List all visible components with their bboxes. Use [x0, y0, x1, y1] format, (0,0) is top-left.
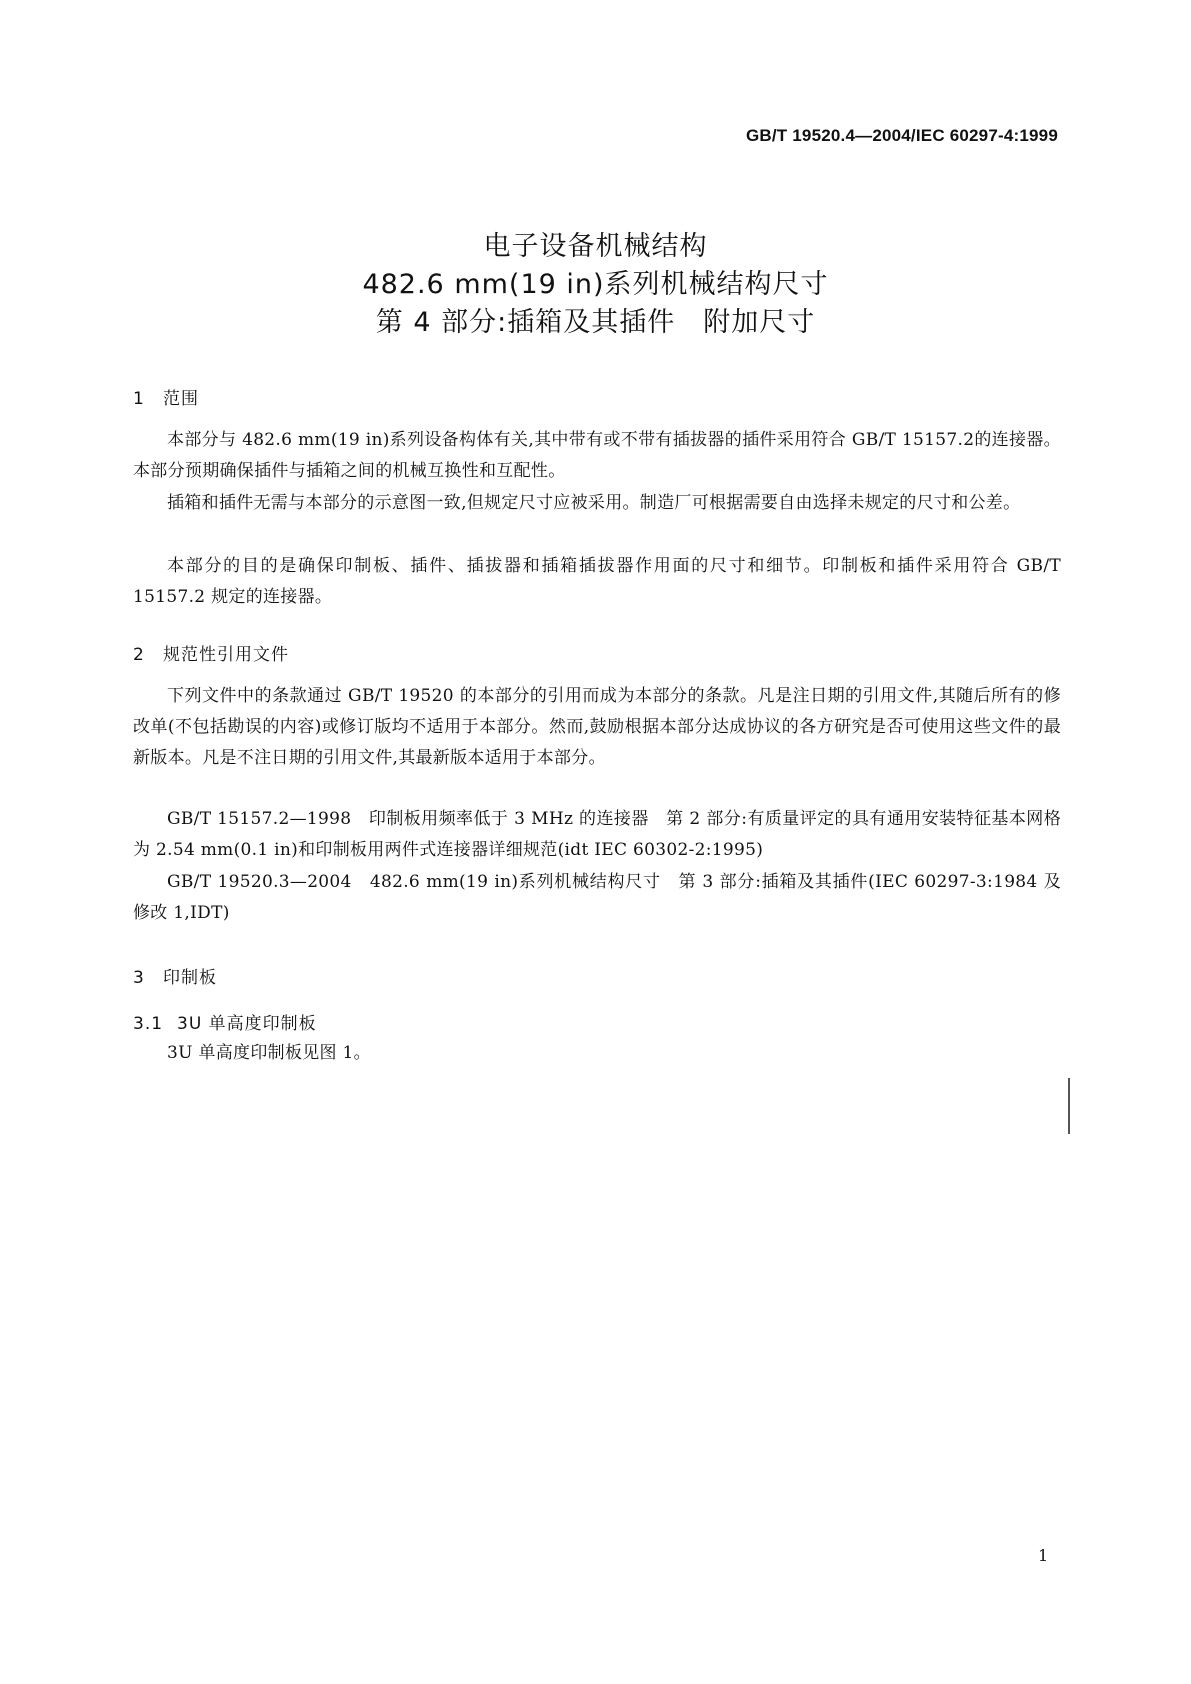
section-number: 3.1	[133, 1014, 164, 1034]
section-1-paragraph-3: 本部分的目的是确保印制板、插件、插拔器和插箱插拔器作用面的尺寸和细节。印制板和插件采用符合 GB/T 15157.2 规定的连接器。	[133, 556, 1061, 607]
section-1-paragraph-1: 本部分与 482.6 mm(19 in)系列设备构体有关,其中带有或不带有插拔器的插件采用符合 GB/T 15157.2的连接器。本部分预期确保插件与插箱之间的机械互换性和互配性。	[133, 430, 1061, 481]
page-number: 1	[1038, 1546, 1049, 1565]
normative-reference-1: GB/T 15157.2—1998 印制板用频率低于 3 MHz 的连接器 第 2 部分:有质量评定的具有通用安装特征基本网格为 2.54 mm(0.1 in)和印制板用两件式连接器详细规范(idt IEC 60302-2:1995)	[133, 809, 1061, 860]
section-2-heading	[133, 640, 289, 665]
change-bar	[1068, 1078, 1070, 1134]
section-title: 3U 单高度印制板	[177, 1014, 317, 1034]
standard-code: GB/T 19520.4—2004/IEC 60297-4:1999	[745, 126, 1058, 145]
section-3-1-heading	[133, 1009, 317, 1034]
normative-reference-2: GB/T 19520.3—2004 482.6 mm(19 in)系列机械结构尺寸 第 3 部分:插箱及其插件(IEC 60297-3:1984 及修改 1,IDT)	[133, 872, 1061, 923]
section-title: 印制板	[163, 968, 217, 988]
section-title: 范围	[163, 389, 199, 409]
section-1-paragraph-2: 插箱和插件无需与本部分的示意图一致,但规定尺寸应被采用。制造厂可根据需要自由选择未规定的尺寸和公差。	[167, 493, 1021, 513]
section-3-1-paragraph-1: 3U 单高度印制板见图 1。	[167, 1043, 371, 1063]
section-number: 3	[133, 968, 145, 988]
section-3-heading	[133, 963, 217, 988]
section-title: 规范性引用文件	[163, 645, 289, 665]
title-line-2: 482.6 mm(19 in)系列机械结构尺寸	[362, 269, 829, 300]
section-1-heading	[133, 384, 199, 409]
title-line-3: 第 4 部分:插箱及其插件 附加尺寸	[375, 307, 816, 338]
section-2-paragraph-1: 下列文件中的条款通过 GB/T 19520 的本部分的引用而成为本部分的条款。凡是注日期的引用文件,其随后所有的修改单(不包括勘误的内容)或修订版均不适用于本部分。然而,鼓励根据本部分达成协议的各方研究是否可使用这些文件的最新版本。凡是不注日期的引用文件,其最新版本适用于本部分。	[133, 686, 1061, 768]
title-line-1: 电子设备机械结构	[483, 231, 708, 262]
section-number: 1	[133, 389, 145, 409]
section-number: 2	[133, 645, 145, 665]
